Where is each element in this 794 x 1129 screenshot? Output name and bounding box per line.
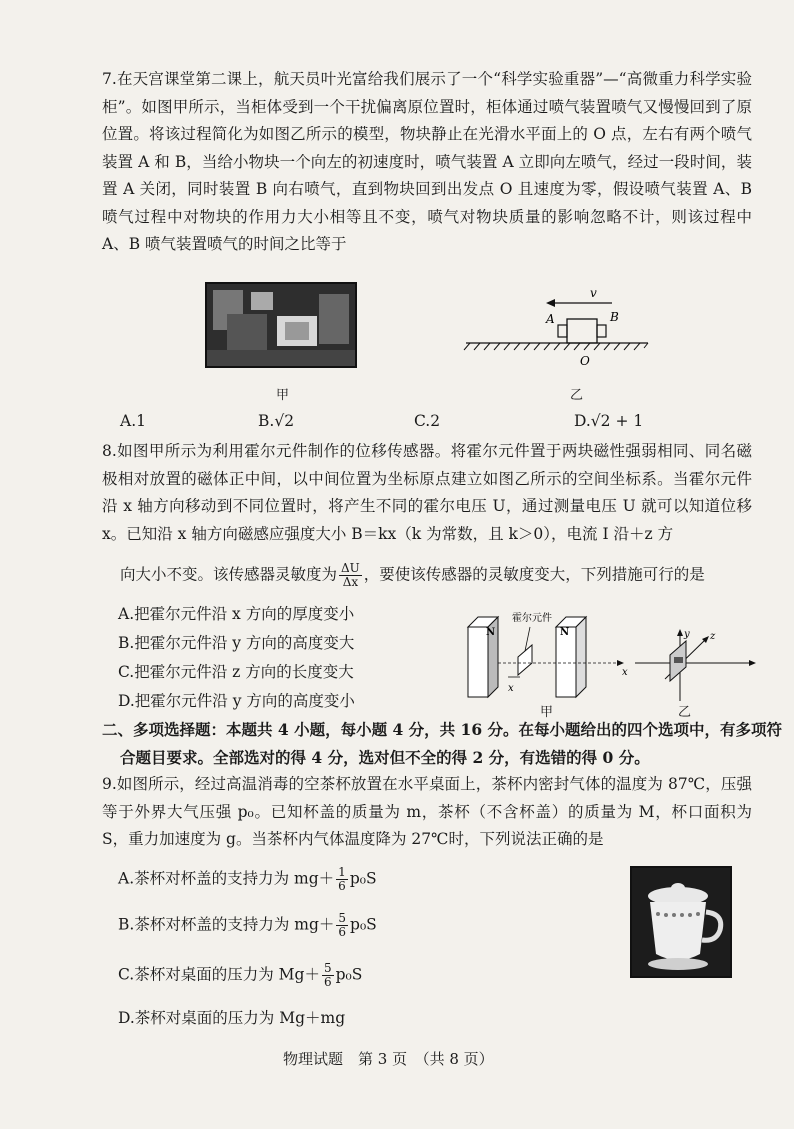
q8-text: 8.如图甲所示为利用霍尔元件制作的位移传感器。将霍尔元件置于两块磁性强弱相同、同名磁极相对放置的磁体正中间，以中间位置为坐标原点建立如图乙所示的空间坐标系。当霍尔元件沿 x 轴方向移动到不同位置时，将产生不同的霍尔电压 U，通过测量电压 U 就可以知道位移 x。已知沿 x 轴方向磁感应强度大小 B＝kx（k 为常数，且 k＞0），电流 I 沿＋z 方	[102, 442, 752, 543]
q7-text: 7.在天宫课堂第二课上，航天员叶光富给我们展示了一个“科学实验重器”—“高微重力科学实验柜”。如图甲所示，当柜体受到一个干扰偏离原位置时，柜体通过喷气装置喷气又慢慢回到了原位置。将该过程简化为如图乙所示的模型，物块静止在光滑水平面上的 O 点，左右有两个喷气装置 A 和 B，当给小物块一个向左的初速度时，喷气装置 A 立即向左喷气，经过一段时间，装置 A 关闭，同时装置 B 向右喷气，直到物块回到出发点 O 且速度为零，假设喷气装置 A、B 喷气过程中对物块的作用力大小相等且不变，喷气对物块质量的影响忽略不计，则该过程中 A、B 喷气装置喷气的时间之比等于	[102, 70, 752, 253]
q7-label-B: B	[610, 310, 619, 324]
q9-option-b-post: p₀S	[350, 915, 377, 934]
q9-option-b-num: 5	[338, 911, 347, 925]
q7-label-v: v	[590, 286, 597, 300]
q8-label-hall: 霍尔元件	[512, 613, 552, 624]
q8-option-d: D.把霍尔元件沿 y 方向的高度变小	[118, 692, 355, 710]
section2-header-line2: 合题目要求。全部选对的得 4 分，选对但不全的得 2 分，有选错的得 0 分。	[120, 748, 650, 767]
q8-frac-den: Δx	[342, 575, 359, 589]
q7-model-diagram	[462, 285, 652, 370]
q9-option-a-num: 1	[338, 865, 346, 879]
q7-fig-yi-caption: 乙	[570, 388, 584, 403]
q8-label-x: x	[622, 667, 628, 678]
q8-label-N2: N	[560, 627, 570, 638]
q9-option-a-den: 6	[338, 879, 346, 893]
q9-option-c-post: p₀S	[335, 965, 363, 984]
q9-option-c-den: 6	[323, 975, 332, 989]
q7-fig-jia-caption: 甲	[276, 388, 290, 403]
page-footer: 物理试题 第 3 页 （共 8 页）	[283, 1050, 494, 1068]
q8-line2-pre: 向大小不变。该传感器灵敏度为	[120, 565, 338, 584]
q9-option-c-pre: C.茶杯对桌面的压力为 Mg＋	[118, 965, 320, 984]
q9-option-a-fraction	[336, 866, 348, 893]
q7-label-A: A	[546, 312, 555, 326]
q8-fig-yi-caption: 乙	[678, 705, 692, 720]
q7-option-a: A.1	[120, 412, 146, 430]
q7-photo-lab-cabinet	[205, 282, 357, 368]
q8-line2-post: ，要使该传感器的灵敏度变大，下列措施可行的是	[363, 565, 705, 584]
q8-option-a: A.把霍尔元件沿 x 方向的厚度变小	[118, 605, 355, 623]
q9-option-c-fraction	[322, 962, 334, 989]
q7-option-d: D.√2 + 1	[574, 412, 644, 430]
q8-sensitivity-fraction	[339, 562, 362, 589]
q9-option-b-fraction	[336, 912, 348, 939]
q8-option-c: C.把霍尔元件沿 z 方向的长度变大	[118, 663, 354, 681]
q9-option-a-pre: A.茶杯对杯盖的支持力为 mg＋	[118, 869, 335, 888]
q7-label-O: O	[580, 354, 590, 368]
q8-label-x2: x	[508, 683, 514, 694]
q8-frac-num: ΔU	[341, 561, 360, 575]
q9-option-b	[118, 912, 377, 939]
q9-teacup-photo	[630, 866, 732, 978]
q8-fig-jia-caption: 甲	[540, 705, 554, 720]
q8-sensitivity-line	[120, 562, 705, 589]
q9-option-a	[118, 866, 377, 893]
q8-hall-diagram	[460, 605, 760, 710]
q7-option-c: C.2	[414, 412, 441, 430]
q9-option-c-num: 5	[323, 961, 332, 975]
q9-option-d: D.茶杯对桌面的压力为 Mg＋mg	[118, 1009, 346, 1027]
q8-option-b: B.把霍尔元件沿 y 方向的高度变大	[118, 634, 355, 652]
q9-text: 9.如图所示，经过高温消毒的空茶杯放置在水平桌面上，茶杯内密封气体的温度为 87℃，压强等于外界大气压强 p₀。已知杯盖的质量为 m，茶杯（不含杯盖）的质量为 M，杯口面积为 S，重力加速度为 g。当茶杯内气体温度降为 27℃时，下列说法正确的是	[102, 775, 752, 848]
section2-header-line1: 二、多项选择题：本题共 4 小题，每小题 4 分，共 16 分。在每小题给出的四个选项中，有多项符	[102, 720, 783, 739]
q8-label-N1: N	[486, 627, 496, 638]
q9-option-a-post: p₀S	[349, 869, 377, 888]
q7-option-b: B.√2	[258, 412, 295, 430]
q9-option-c	[118, 962, 362, 989]
q9-option-b-pre: B.茶杯对杯盖的支持力为 mg＋	[118, 915, 335, 934]
q9-option-b-den: 6	[338, 925, 347, 939]
q8-label-z: z	[710, 631, 716, 642]
q8-label-y: y	[684, 629, 690, 640]
